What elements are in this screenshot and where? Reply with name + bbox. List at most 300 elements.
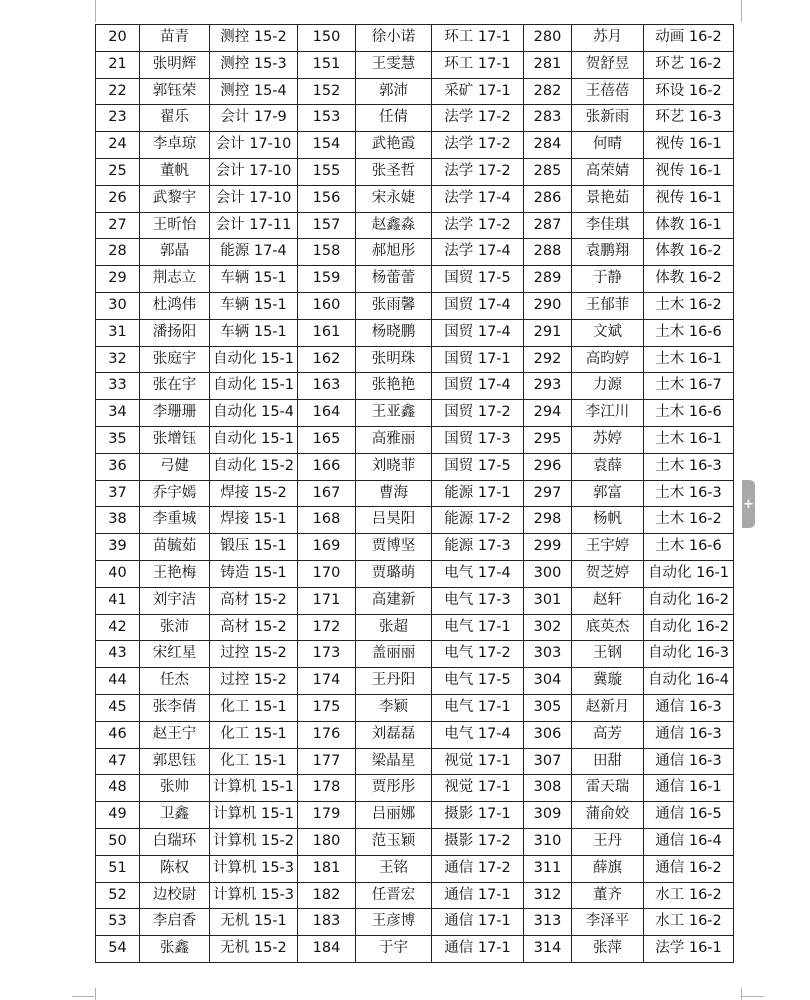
cell-name: 袁鹏翔 [572,239,644,266]
cell-class: 化工 15-1 [210,694,298,721]
cell-number: 44 [96,668,140,695]
cell-number: 31 [96,319,140,346]
cell-number: 48 [96,775,140,802]
cell-name: 弓健 [140,453,210,480]
cell-name: 贾璐萌 [356,560,432,587]
cell-number: 155 [298,158,356,185]
cell-name: 武艳霞 [356,132,432,159]
table-row [96,802,734,829]
cell-number: 30 [96,292,140,319]
cell-name: 李佳琪 [572,212,644,239]
cell-number: 290 [524,292,572,319]
cell-number: 282 [524,78,572,105]
cell-number: 169 [298,534,356,561]
cell-class: 水工 16-2 [644,882,734,909]
cell-class: 自动化 15-1 [210,373,298,400]
cell-number: 33 [96,373,140,400]
cell-name: 底英杰 [572,614,644,641]
page-corner-mark [741,0,742,22]
cell-class: 自动化 15-2 [210,453,298,480]
cell-class: 会计 17-11 [210,212,298,239]
cell-number: 299 [524,534,572,561]
cell-name: 薛旗 [572,855,644,882]
table-row [96,185,734,212]
roster-body [96,25,734,963]
cell-number: 167 [298,480,356,507]
add-side-tab[interactable] [742,480,755,528]
cell-name: 苏月 [572,25,644,52]
cell-name: 赵轩 [572,587,644,614]
cell-number: 301 [524,587,572,614]
cell-name: 李颖 [356,694,432,721]
cell-name: 苗毓茹 [140,534,210,561]
cell-number: 294 [524,400,572,427]
cell-number: 300 [524,560,572,587]
cell-name: 张艳艳 [356,373,432,400]
cell-number: 307 [524,748,572,775]
cell-class: 法学 17-2 [432,132,524,159]
cell-name: 张鑫 [140,936,210,963]
cell-number: 21 [96,51,140,78]
cell-number: 51 [96,855,140,882]
cell-number: 288 [524,239,572,266]
cell-number: 162 [298,346,356,373]
cell-number: 295 [524,426,572,453]
cell-class: 土木 16-2 [644,292,734,319]
cell-number: 20 [96,25,140,52]
cell-number: 49 [96,802,140,829]
cell-number: 54 [96,936,140,963]
cell-number: 158 [298,239,356,266]
cell-class: 环工 17-1 [432,25,524,52]
cell-name: 郭思钰 [140,748,210,775]
cell-number: 39 [96,534,140,561]
cell-number: 284 [524,132,572,159]
cell-name: 李卓琼 [140,132,210,159]
student-roster-table [95,24,734,963]
cell-class: 土木 16-6 [644,534,734,561]
cell-number: 151 [298,51,356,78]
cell-name: 李珊珊 [140,400,210,427]
page-corner-mark [741,988,742,1000]
cell-number: 179 [298,802,356,829]
cell-class: 电气 17-5 [432,668,524,695]
cell-name: 董齐 [572,882,644,909]
cell-class: 视觉 17-1 [432,775,524,802]
cell-number: 302 [524,614,572,641]
cell-number: 176 [298,721,356,748]
cell-number: 161 [298,319,356,346]
cell-number: 42 [96,614,140,641]
cell-class: 通信 16-1 [644,775,734,802]
cell-class: 测控 15-4 [210,78,298,105]
cell-class: 车辆 15-1 [210,319,298,346]
cell-class: 化工 15-1 [210,748,298,775]
cell-class: 电气 17-4 [432,560,524,587]
cell-number: 177 [298,748,356,775]
cell-number: 312 [524,882,572,909]
cell-name: 张明珠 [356,346,432,373]
table-row [96,346,734,373]
cell-name: 王丹阳 [356,668,432,695]
cell-name: 刘晓菲 [356,453,432,480]
cell-class: 计算机 15-3 [210,882,298,909]
cell-class: 国贸 17-2 [432,400,524,427]
cell-number: 22 [96,78,140,105]
cell-name: 张雨馨 [356,292,432,319]
cell-number: 310 [524,828,572,855]
cell-name: 杜鸿伟 [140,292,210,319]
cell-name: 潘扬阳 [140,319,210,346]
cell-class: 通信 16-3 [644,721,734,748]
cell-class: 自动化 15-1 [210,426,298,453]
cell-number: 43 [96,641,140,668]
table-row [96,373,734,400]
cell-class: 土木 16-6 [644,319,734,346]
cell-number: 311 [524,855,572,882]
cell-class: 过控 15-2 [210,641,298,668]
table-row [96,212,734,239]
cell-name: 王昕怡 [140,212,210,239]
cell-class: 国贸 17-4 [432,319,524,346]
cell-name: 杨晓鹏 [356,319,432,346]
cell-class: 法学 17-4 [432,185,524,212]
cell-number: 175 [298,694,356,721]
cell-name: 贾博坚 [356,534,432,561]
page-corner-mark [72,996,94,997]
cell-name: 陈权 [140,855,210,882]
cell-name: 于宇 [356,936,432,963]
cell-name: 乔宇嫣 [140,480,210,507]
cell-name: 刘磊磊 [356,721,432,748]
cell-name: 王宇婷 [572,534,644,561]
cell-name: 杨蕾蕾 [356,266,432,293]
cell-number: 153 [298,105,356,132]
cell-class: 土木 16-6 [644,400,734,427]
table-row [96,909,734,936]
cell-class: 焊接 15-1 [210,507,298,534]
cell-class: 通信 17-1 [432,909,524,936]
cell-class: 通信 16-5 [644,802,734,829]
cell-name: 李泽平 [572,909,644,936]
cell-name: 冀璇 [572,668,644,695]
cell-number: 289 [524,266,572,293]
cell-name: 高芳 [572,721,644,748]
cell-name: 张李倩 [140,694,210,721]
cell-class: 国贸 17-5 [432,266,524,293]
cell-name: 赵鑫淼 [356,212,432,239]
cell-class: 视传 16-1 [644,158,734,185]
cell-class: 体教 16-2 [644,266,734,293]
cell-class: 动画 16-2 [644,25,734,52]
cell-number: 285 [524,158,572,185]
table-row [96,534,734,561]
table-row [96,239,734,266]
cell-class: 国贸 17-4 [432,292,524,319]
cell-name: 翟乐 [140,105,210,132]
cell-name: 郝旭彤 [356,239,432,266]
cell-name: 赵新月 [572,694,644,721]
cell-name: 王彦博 [356,909,432,936]
cell-class: 计算机 15-1 [210,802,298,829]
cell-number: 25 [96,158,140,185]
cell-number: 170 [298,560,356,587]
cell-number: 50 [96,828,140,855]
cell-class: 环设 16-2 [644,78,734,105]
cell-number: 283 [524,105,572,132]
cell-class: 通信 17-2 [432,855,524,882]
cell-class: 土木 16-1 [644,426,734,453]
cell-number: 28 [96,239,140,266]
cell-class: 摄影 17-1 [432,802,524,829]
cell-class: 国贸 17-4 [432,373,524,400]
cell-class: 视觉 17-1 [432,748,524,775]
cell-class: 通信 16-3 [644,694,734,721]
cell-name: 王丹 [572,828,644,855]
cell-number: 303 [524,641,572,668]
cell-class: 摄影 17-2 [432,828,524,855]
cell-name: 赵王宁 [140,721,210,748]
cell-name: 董帆 [140,158,210,185]
cell-number: 313 [524,909,572,936]
cell-name: 张在宇 [140,373,210,400]
cell-number: 154 [298,132,356,159]
cell-name: 张庭宇 [140,346,210,373]
cell-class: 铸造 15-1 [210,560,298,587]
cell-name: 曹海 [356,480,432,507]
table-row [96,132,734,159]
cell-name: 张新雨 [572,105,644,132]
cell-class: 体教 16-2 [644,239,734,266]
cell-class: 法学 17-2 [432,158,524,185]
cell-number: 40 [96,560,140,587]
table-row [96,266,734,293]
cell-number: 184 [298,936,356,963]
cell-class: 能源 17-4 [210,239,298,266]
cell-name: 高荣婧 [572,158,644,185]
cell-class: 锻压 15-1 [210,534,298,561]
cell-name: 何晴 [572,132,644,159]
table-row [96,828,734,855]
table-row [96,453,734,480]
cell-class: 通信 16-4 [644,828,734,855]
cell-number: 38 [96,507,140,534]
page-corner-mark [742,996,764,997]
cell-number: 286 [524,185,572,212]
cell-number: 291 [524,319,572,346]
table-row [96,319,734,346]
cell-class: 体教 16-1 [644,212,734,239]
cell-class: 高材 15-2 [210,587,298,614]
cell-number: 152 [298,78,356,105]
cell-class: 测控 15-3 [210,51,298,78]
table-row [96,587,734,614]
cell-number: 298 [524,507,572,534]
cell-number: 164 [298,400,356,427]
cell-class: 视传 16-1 [644,132,734,159]
cell-number: 36 [96,453,140,480]
table-row [96,694,734,721]
cell-number: 172 [298,614,356,641]
cell-class: 自动化 15-1 [210,346,298,373]
cell-name: 景艳茹 [572,185,644,212]
table-row [96,78,734,105]
cell-name: 王蓓蓓 [572,78,644,105]
cell-number: 160 [298,292,356,319]
cell-name: 王雯慧 [356,51,432,78]
cell-name: 刘宇洁 [140,587,210,614]
cell-class: 土木 16-1 [644,346,734,373]
cell-class: 自动化 16-2 [644,614,734,641]
cell-name: 徐小诺 [356,25,432,52]
cell-number: 165 [298,426,356,453]
cell-class: 自动化 16-1 [644,560,734,587]
cell-number: 53 [96,909,140,936]
cell-name: 苗青 [140,25,210,52]
cell-class: 车辆 15-1 [210,266,298,293]
cell-number: 297 [524,480,572,507]
cell-number: 296 [524,453,572,480]
cell-name: 王铭 [356,855,432,882]
cell-class: 法学 16-1 [644,936,734,963]
cell-class: 能源 17-3 [432,534,524,561]
cell-number: 52 [96,882,140,909]
cell-number: 171 [298,587,356,614]
cell-number: 156 [298,185,356,212]
cell-class: 土木 16-3 [644,480,734,507]
cell-number: 305 [524,694,572,721]
cell-name: 力源 [572,373,644,400]
cell-name: 苏婷 [572,426,644,453]
cell-name: 卫鑫 [140,802,210,829]
cell-name: 文斌 [572,319,644,346]
cell-name: 盖丽丽 [356,641,432,668]
cell-name: 王亚鑫 [356,400,432,427]
cell-number: 150 [298,25,356,52]
cell-name: 李重城 [140,507,210,534]
cell-class: 通信 16-3 [644,748,734,775]
table-row [96,105,734,132]
cell-number: 180 [298,828,356,855]
cell-number: 24 [96,132,140,159]
cell-class: 会计 17-9 [210,105,298,132]
cell-class: 自动化 16-3 [644,641,734,668]
cell-number: 157 [298,212,356,239]
cell-number: 174 [298,668,356,695]
table-row [96,936,734,963]
cell-class: 能源 17-2 [432,507,524,534]
cell-number: 166 [298,453,356,480]
cell-class: 能源 17-1 [432,480,524,507]
cell-class: 法学 17-4 [432,239,524,266]
table-row [96,25,734,52]
table-row [96,855,734,882]
table-row [96,292,734,319]
cell-name: 李启香 [140,909,210,936]
cell-number: 181 [298,855,356,882]
cell-name: 袁薛 [572,453,644,480]
cell-class: 土木 16-3 [644,453,734,480]
cell-class: 自动化 15-4 [210,400,298,427]
table-row [96,882,734,909]
cell-name: 白瑞环 [140,828,210,855]
cell-class: 法学 17-2 [432,212,524,239]
cell-name: 杨帆 [572,507,644,534]
cell-number: 292 [524,346,572,373]
cell-number: 314 [524,936,572,963]
cell-name: 高雅丽 [356,426,432,453]
cell-name: 高建新 [356,587,432,614]
table-row [96,507,734,534]
cell-class: 电气 17-2 [432,641,524,668]
cell-name: 郭晶 [140,239,210,266]
page-corner-mark [95,0,96,22]
cell-class: 水工 16-2 [644,909,734,936]
cell-name: 贾彤彤 [356,775,432,802]
cell-class: 国贸 17-3 [432,426,524,453]
cell-name: 于静 [572,266,644,293]
cell-number: 280 [524,25,572,52]
cell-class: 法学 17-2 [432,105,524,132]
cell-number: 27 [96,212,140,239]
cell-name: 荆志立 [140,266,210,293]
table-row [96,158,734,185]
cell-class: 会计 17-10 [210,185,298,212]
cell-name: 张帅 [140,775,210,802]
cell-class: 会计 17-10 [210,158,298,185]
cell-number: 304 [524,668,572,695]
cell-number: 41 [96,587,140,614]
cell-name: 张增钰 [140,426,210,453]
cell-class: 过控 15-2 [210,668,298,695]
cell-name: 宋红星 [140,641,210,668]
cell-class: 自动化 16-4 [644,668,734,695]
plus-icon: + [743,496,754,512]
cell-number: 29 [96,266,140,293]
cell-name: 蒲俞姣 [572,802,644,829]
cell-name: 张圣哲 [356,158,432,185]
table-row [96,641,734,668]
cell-class: 测控 15-2 [210,25,298,52]
cell-class: 计算机 15-3 [210,855,298,882]
cell-class: 计算机 15-1 [210,775,298,802]
cell-class: 土木 16-2 [644,507,734,534]
cell-class: 环艺 16-3 [644,105,734,132]
cell-number: 32 [96,346,140,373]
cell-class: 国贸 17-5 [432,453,524,480]
table-row [96,400,734,427]
cell-number: 308 [524,775,572,802]
cell-class: 无机 15-2 [210,936,298,963]
cell-name: 郭钰荣 [140,78,210,105]
cell-name: 吕昊阳 [356,507,432,534]
cell-name: 任杰 [140,668,210,695]
table-row [96,748,734,775]
cell-name: 李江川 [572,400,644,427]
cell-number: 182 [298,882,356,909]
cell-number: 45 [96,694,140,721]
cell-name: 王钢 [572,641,644,668]
cell-name: 张沛 [140,614,210,641]
cell-number: 178 [298,775,356,802]
cell-name: 范玉颖 [356,828,432,855]
cell-class: 环艺 16-2 [644,51,734,78]
cell-class: 电气 17-4 [432,721,524,748]
cell-number: 287 [524,212,572,239]
table-row [96,560,734,587]
cell-name: 贺芝婷 [572,560,644,587]
cell-number: 309 [524,802,572,829]
